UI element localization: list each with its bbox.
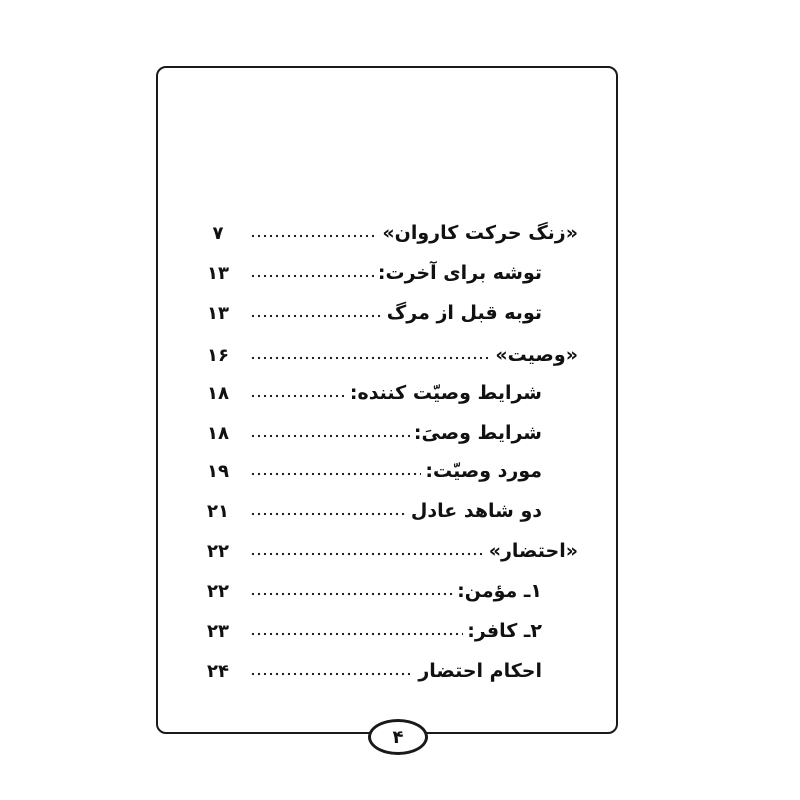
toc-entry[interactable] <box>206 576 542 606</box>
toc-entry-title: «زنگ حرکت کاروان» <box>382 222 578 244</box>
toc-page-number: ۲۱ <box>207 500 229 522</box>
toc-entry[interactable] <box>206 258 542 288</box>
dot-leader <box>250 349 491 361</box>
toc-page-number: ۲۲ <box>207 580 229 602</box>
dot-leader <box>250 465 421 477</box>
toc-page-number: ۷ <box>212 222 224 244</box>
toc-entry[interactable] <box>206 298 542 328</box>
dot-leader <box>250 585 453 597</box>
toc-entry-title: مورد وصیّت: <box>425 460 542 482</box>
toc-page-number: ۲۲ <box>207 540 229 562</box>
toc-page-number: ۱۸ <box>207 422 229 444</box>
toc-page-number: ۲۴ <box>207 660 229 682</box>
toc-entry[interactable] <box>206 616 542 646</box>
toc-page-number: ۱۸ <box>207 382 229 404</box>
toc-entry-title: ۲ـ کافر: <box>467 620 542 642</box>
dot-leader <box>250 545 485 557</box>
toc-entry[interactable] <box>206 378 542 408</box>
toc-entry[interactable] <box>206 456 542 486</box>
toc-entry-title: توبه قبل از مرگ <box>386 302 542 324</box>
toc-entry-title: شرایط وصیَ: <box>413 422 542 444</box>
toc-entry-title: احکام احتضار <box>418 660 542 682</box>
toc-entry[interactable] <box>206 536 578 566</box>
toc-page-number: ۱۳ <box>207 302 229 324</box>
dot-leader <box>250 387 346 399</box>
toc-page-number: ۱۳ <box>207 262 229 284</box>
dot-leader <box>250 227 378 239</box>
toc-entry-title: «وصیت» <box>495 344 578 366</box>
toc-entry[interactable] <box>206 340 578 370</box>
toc-entry-title: توشه برای آخرت: <box>377 262 542 284</box>
page-number: ۴ <box>392 726 404 748</box>
toc-entry[interactable] <box>206 418 542 448</box>
dot-leader <box>250 505 407 517</box>
toc-entry-title: شرایط وصیّت کننده: <box>349 382 542 404</box>
toc-entry-title: ۱ـ مؤمن: <box>457 580 542 602</box>
toc-page-number: ۱۹ <box>207 460 229 482</box>
toc-entry-title: دو شاهد عادل <box>410 500 542 522</box>
page-number-badge <box>368 719 428 755</box>
toc-entry[interactable] <box>206 218 578 248</box>
dot-leader <box>250 665 414 677</box>
toc-entry[interactable] <box>206 656 542 686</box>
dot-leader <box>250 307 383 319</box>
dot-leader <box>250 427 410 439</box>
dot-leader <box>250 267 374 279</box>
toc-entry-title: «احتضار» <box>488 540 578 562</box>
toc-page-number: ۱۶ <box>207 344 229 366</box>
dot-leader <box>250 625 463 637</box>
toc-page-number: ۲۳ <box>207 620 229 642</box>
toc-entry[interactable] <box>206 496 542 526</box>
